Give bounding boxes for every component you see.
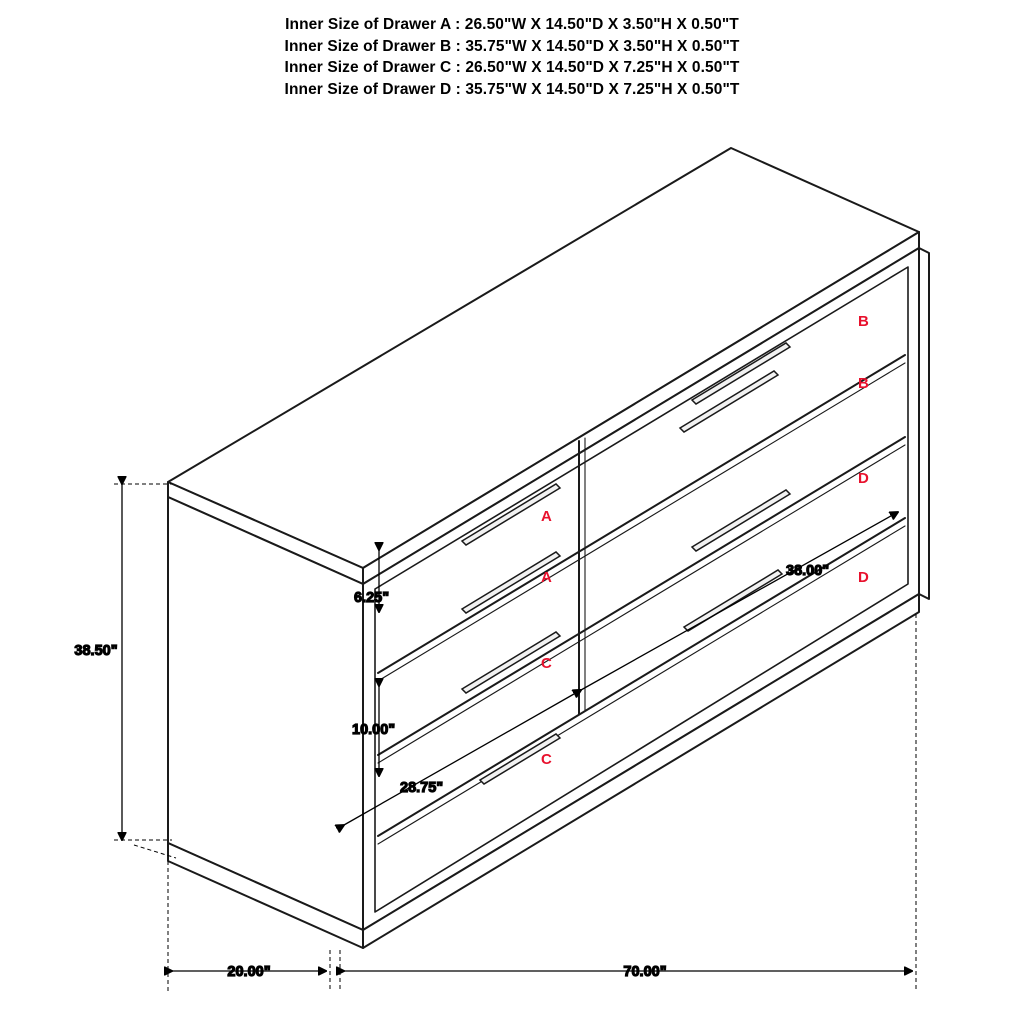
drawer-label-c-top: C (541, 655, 552, 672)
dim-label-drawer-large-height: 10.00" (352, 722, 396, 738)
drawer-label-a-second: A (541, 569, 552, 586)
dim-label-overall-width: 70.00" (623, 964, 667, 980)
drawer-label-b-top: B (858, 313, 869, 330)
spec-line-a: Inner Size of Drawer A : 26.50"W X 14.50"D X 3.50"H X 0.50"T (285, 16, 739, 33)
dim-label-drawer-small-height: 6.25" (354, 590, 390, 606)
dresser-body (168, 148, 929, 948)
dim-label-overall-depth: 20.00" (227, 964, 271, 980)
dim-overall-height (74, 484, 176, 858)
spec-line-c: Inner Size of Drawer C : 26.50"W X 14.50"D X 7.25"H X 0.50"T (284, 59, 740, 76)
dim-label-drawer-wide-width: 38.00" (786, 563, 830, 579)
right-side-sliver (919, 248, 929, 599)
spec-line-b: Inner Size of Drawer B : 35.75"W X 14.50"D X 3.50"H X 0.50"T (284, 37, 740, 55)
drawer-label-d-top: D (858, 470, 869, 487)
drawer-label-d-second: D (858, 569, 869, 586)
dim-label-drawer-narrow-width: 28.75" (400, 780, 444, 796)
drawer-label-a-top: A (541, 508, 552, 525)
dim-label-overall-height: 38.50" (74, 643, 118, 659)
drawer-label-c-second: C (541, 751, 552, 768)
spec-line-d: Inner Size of Drawer D : 35.75"W X 14.50"D X 7.25"H X 0.50"T (284, 80, 740, 98)
drawer-label-b-second: B (858, 375, 869, 392)
